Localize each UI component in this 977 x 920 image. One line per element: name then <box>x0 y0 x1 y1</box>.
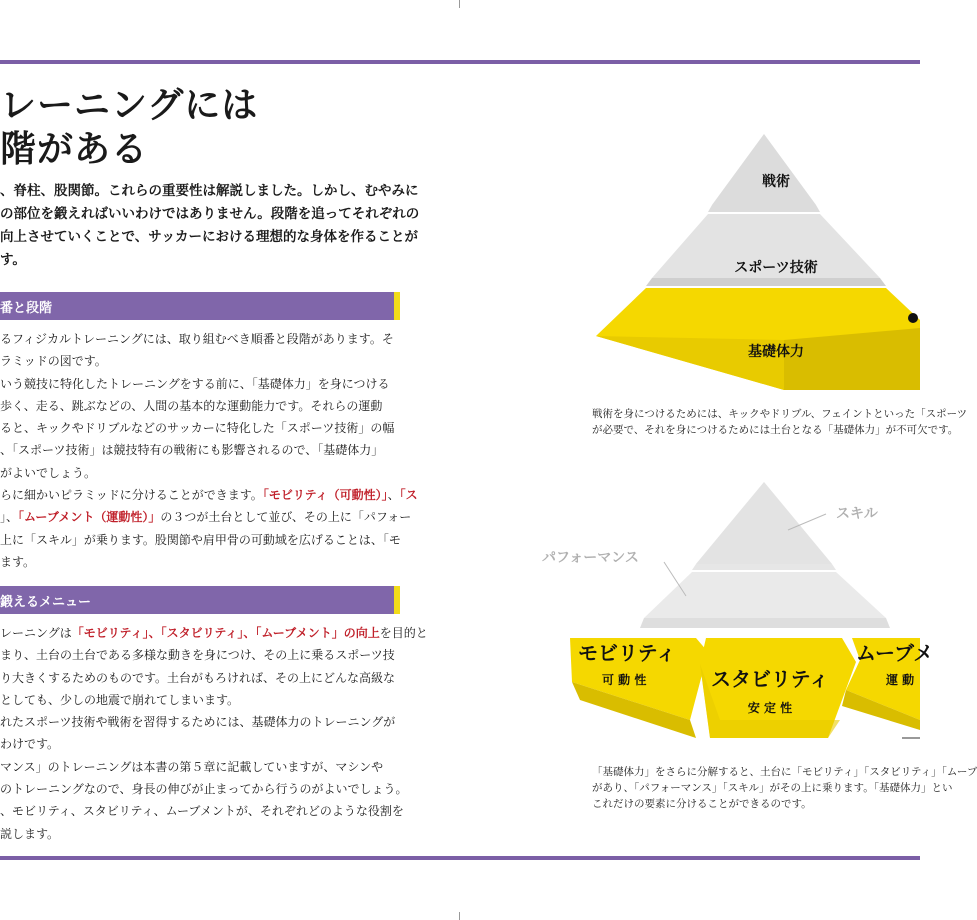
caption-line: があり、「パフォーマンス」「スキル」がその上に乗ります。「基礎体力」とい <box>592 782 953 794</box>
body-text: がよいでしょう。 <box>0 465 97 480</box>
mobility-label: モビリティ <box>578 641 676 665</box>
intro-line: 向上させていくことで、サッカーにおける理想的な身体を作ることが <box>0 229 418 245</box>
mobility-sub-label: 可 動 性 <box>602 673 647 687</box>
body-text: れたスポーツ技術や戦術を習得するためには、基礎体力のトレーニングが <box>0 715 396 730</box>
body-text: いう競技に特化したトレーニングをする前に、「基礎体力」を身につける <box>0 376 390 391</box>
emphasis-text: 「ムーブメント（運動性）」 <box>18 510 161 525</box>
body-text: ラミッドの図です。 <box>0 354 107 369</box>
performance-tier <box>644 572 886 618</box>
body-text: ると、キックやドリブルなどのサッカーに特化した「スポーツ技術」の幅 <box>0 421 395 436</box>
body-text: 、「スポーツ技術」は競技特有の戦術にも影響されるので、「基礎体力」 <box>0 443 384 458</box>
body-text: まり、土台の土台である多様な動きを身につけ、その上に乗るスポーツ技 <box>0 648 395 663</box>
performance-tier-edge <box>640 618 890 628</box>
bullet-dot <box>908 313 918 323</box>
figure-caption-1 <box>592 406 967 438</box>
body-text: 」、 <box>0 510 19 525</box>
body-text: わけです。 <box>0 737 60 752</box>
tier-label-middle: スポーツ技術 <box>734 260 818 276</box>
caption-line: が必要で、それを身につけるためには土台となる「基礎体力」が不可欠です。 <box>592 424 959 436</box>
emphasis-text: 「モビリティ」、「スタビリティ」、「ムーブメント」の向上 <box>71 626 380 640</box>
body-text: り大きくするためのものです。土台がもろければ、その上にどんな高級な <box>0 670 396 685</box>
body-text: レーニングは <box>0 626 72 640</box>
caption-line: 戦術を身につけるためには、キックやドリブル、フェイントといった「スポーツ <box>592 408 968 420</box>
body-text: のトレーニングなので、身長の伸びが止まってから行うのがよいでしょう。 <box>0 782 408 797</box>
stability-sub-label: 安 定 性 <box>747 701 793 715</box>
emphasis-text: 「ス <box>399 488 418 503</box>
pyramid-tier-top-side <box>708 134 820 212</box>
intro-line: 、脊柱、股関節。これらの重要性は解説しました。しかし、むやみに <box>0 183 419 199</box>
performance-label: パフォーマンス <box>542 550 639 566</box>
body-text: らに細かいピラミッドに分けることができます。 <box>0 488 263 503</box>
movement-label: ムーブメ <box>856 641 934 665</box>
stability-label: スタビリティ <box>711 667 829 691</box>
intro-line: す。 <box>0 252 26 268</box>
body-text: としても、少しの地震で崩れてしまいます。 <box>0 692 240 707</box>
figure-caption-2 <box>592 764 977 812</box>
basic-pyramid <box>596 134 920 390</box>
movement-sub-label: 運 動 <box>886 673 915 687</box>
body-text: 歩く、走る、跳ぶなどの、人間の基本的な運動能力です。それらの運動 <box>0 398 383 413</box>
body-text: 説します。 <box>0 826 60 841</box>
detailed-pyramid <box>542 482 933 738</box>
body-text: ます。 <box>0 554 36 569</box>
skill-tier-side <box>692 482 836 570</box>
body-text: るフィジカルトレーニングには、取り組むべき順番と段階があります。そ <box>0 332 394 346</box>
page-title-line-1: レーニングには <box>0 85 259 126</box>
caption-line: 「基礎体力」をさらに分解すると、土台に「モビリティ」「スタビリティ」「ムーブ <box>592 766 977 778</box>
page-title-line-2: 階がある <box>0 129 149 170</box>
caption-line: これだけの要素に分けることができるのです。 <box>592 798 812 810</box>
skill-label: スキル <box>836 506 878 522</box>
body-text: を目的と <box>379 626 428 640</box>
intro-line: の部位を鍛えればいいわけではありません。段階を追ってそれぞれの <box>0 206 420 222</box>
tier-label-top: 戦術 <box>762 174 790 190</box>
body-text: の３つが土台として並び、その上に「パフォー <box>160 510 412 525</box>
section-heading: 番と段階 <box>0 301 53 316</box>
body-text: 上に「スキル」が乗ります。股関節や肩甲骨の可動域を広げることは、「モ <box>0 532 401 547</box>
body-text: 、 <box>387 488 400 503</box>
body-text: 、モビリティ、スタビリティ、ムーブメントが、それぞれどのような役割を <box>0 804 404 819</box>
emphasis-text: 「モビリティ（可動性）」 <box>262 488 388 503</box>
section-heading: 鍛えるメニュー <box>0 595 92 610</box>
tier-label-bottom: 基礎体力 <box>748 344 804 360</box>
pyramid-tier-middle-edge <box>646 278 886 286</box>
body-text: マンス」のトレーニングは本書の第５章に記載していますが、マシンや <box>0 759 384 774</box>
